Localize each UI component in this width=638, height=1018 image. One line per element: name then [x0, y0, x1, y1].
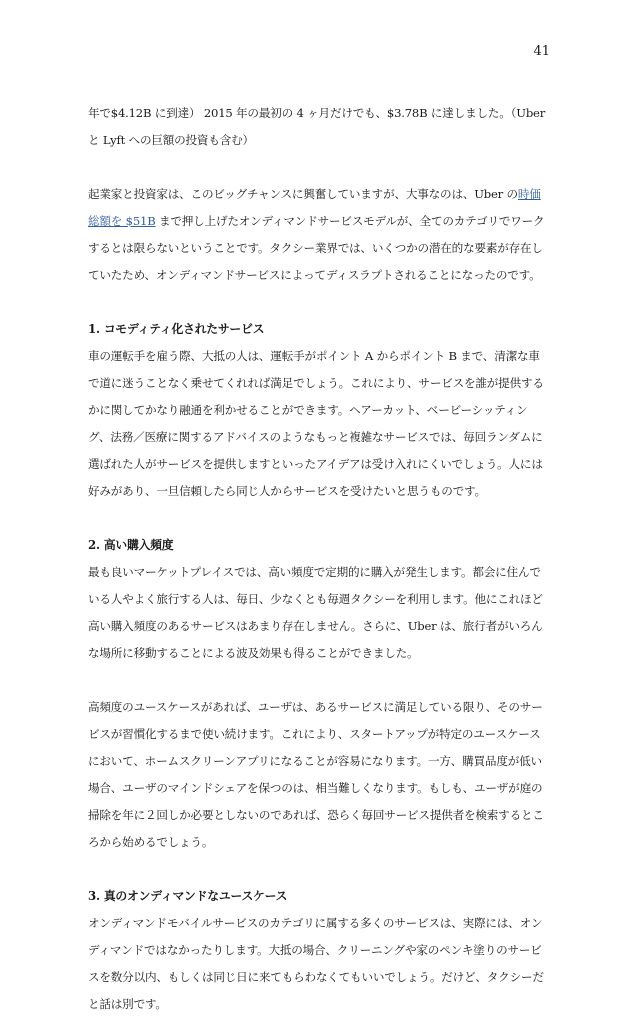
paragraph-entrepreneurs — [88, 181, 548, 289]
document-body — [88, 100, 548, 1018]
page-number: 41 — [533, 44, 550, 59]
section-heading-commodity: 1. コモディティ化されたサービス — [88, 322, 265, 336]
market-cap-link[interactable]: 時価総額を $51B — [88, 187, 541, 228]
section-heading-frequency: 2. 高い購入頻度 — [88, 538, 174, 552]
paragraph-spacer — [88, 856, 548, 883]
paragraph-spacer — [88, 154, 548, 181]
paragraph-commodity: 車の運転手を雇う際、大抵の人は、運転手がポイント A からポイント B まで、清潔な車で道に迷うことなく乗せてくれれば満足でしょう。これにより、サービスを誰が提供するかに関してかなり融通を利かせることができます。ヘアーカット、ベービーシッティング、法務／医療に関するアドバイスのようなもっと複雑なサービスでは、毎回ランダムに選ばれた人がサービスを提供しますといったアイデアは受け入れにくいでしょう。人には好みがあり、一旦信頼したら同じ人からサービスを受けたいと思うものです。 — [88, 349, 544, 498]
paragraph-spacer — [88, 505, 548, 532]
paragraph-text: 起業家と投資家は、このビッグチャンスに興奮していますが、大事なのは、Uber の — [88, 187, 518, 201]
paragraph-text: まで押し上げたオンディマンドサービスモデルが、全てのカテゴリでワークするとは限らないということです。タクシー業界では、いくつかの潜在的な要素が存在していたため、オンディマンドサービスによってディスラプトされることになったのです。 — [88, 214, 545, 282]
section-heading-ondemand: 3. 真のオンディマンドなユースケース — [88, 889, 288, 903]
paragraph-spacer — [88, 667, 548, 694]
paragraph-high-frequency: 高頻度のユースケースがあれば、ユーザは、あるサービスに満足している限り、そのサービスが習慣化するまで使い続けます。これにより、スタートアップが特定のユースケースにおいて、ホームスクリーンアプリになることが容易になります。一方、購買品度が低い場合、ユーザのマインドシェアを保つのは、相当難しくなります。もしも、ユーザが庭の掃除を年に２回しか必要としないのであれば、恐らく毎回サービス提供者を検索するところから始めるでしょう。 — [88, 700, 544, 849]
paragraph-intro: 年で$4.12B に到達） 2015 年の最初の 4 ヶ月だけでも、$3.78B に達しました。（Uber と Lyft への巨額の投資も含む） — [88, 106, 546, 147]
paragraph-frequency: 最も良いマーケットプレイスでは、高い頻度で定期的に購入が発生します。都会に住んでいる人やよく旅行する人は、毎日、少なくとも毎週タクシーを利用します。他にこれほど高い購入頻度のあるサービスはあまり存在しません。さらに、Uber は、旅行者がいろんな場所に移動することによる波及効果も得ることができました。 — [88, 565, 543, 660]
paragraph-spacer — [88, 289, 548, 316]
paragraph-ondemand: オンディマンドモバイルサービスのカテゴリに属する多くのサービスは、実際には、オンディマンドではなかったりします。大抵の場合、クリーニングや家のペンキ塗りのサービスを数分以内、もしくは同じ日に来てもらわなくてもいいでしょう。だけど、タクシーだと話は別です。 — [88, 916, 544, 1011]
